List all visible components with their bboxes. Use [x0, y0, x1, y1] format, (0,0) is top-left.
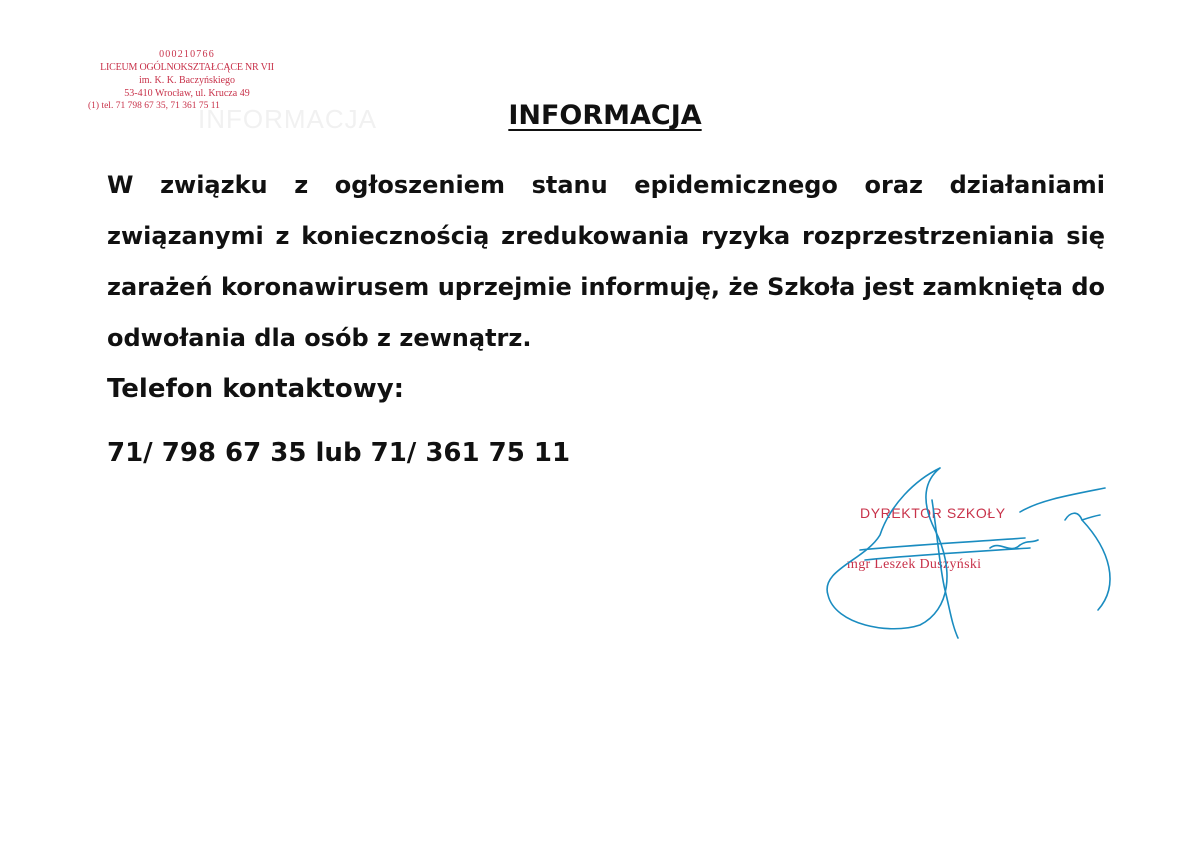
stamp-school-name: LICEUM OGÓLNOKSZTAŁCĄCE NR VII	[100, 62, 274, 73]
document-body: W związku z ogłoszeniem stanu epidemicznego oraz działaniami związanymi z koniecznością zredukowania ryzyka rozprzestrzeniania się zarażeń koronawirusem uprzejmie informuję, że Szkoła jest zamknięta do odwołania dla osób z zewnątrz.	[107, 171, 1105, 352]
document-title: INFORMACJA	[508, 100, 702, 131]
stamp-reg-number: 000210766	[159, 49, 215, 60]
stamp-patron: im. K. K. Baczyńskiego	[138, 75, 236, 86]
director-stamp-title: DYREKTOR SZKOŁY	[860, 505, 1006, 521]
bleed-through-heading: INFORMACJA	[198, 104, 377, 134]
contact-phones: 71/ 798 67 35 lub 71/ 361 75 11	[107, 438, 571, 468]
director-stamp-name: mgr Leszek Duszyński	[847, 557, 982, 572]
handwritten-signature	[820, 460, 1140, 650]
contact-label: Telefon kontaktowy:	[107, 374, 405, 404]
stamp-address: 53-410 Wrocław, ul. Krucza 49	[124, 88, 250, 99]
stamp-phone: (1) tel. 71 798 67 35, 71 361 75 11	[88, 101, 220, 111]
signature-strokes	[827, 468, 1110, 638]
